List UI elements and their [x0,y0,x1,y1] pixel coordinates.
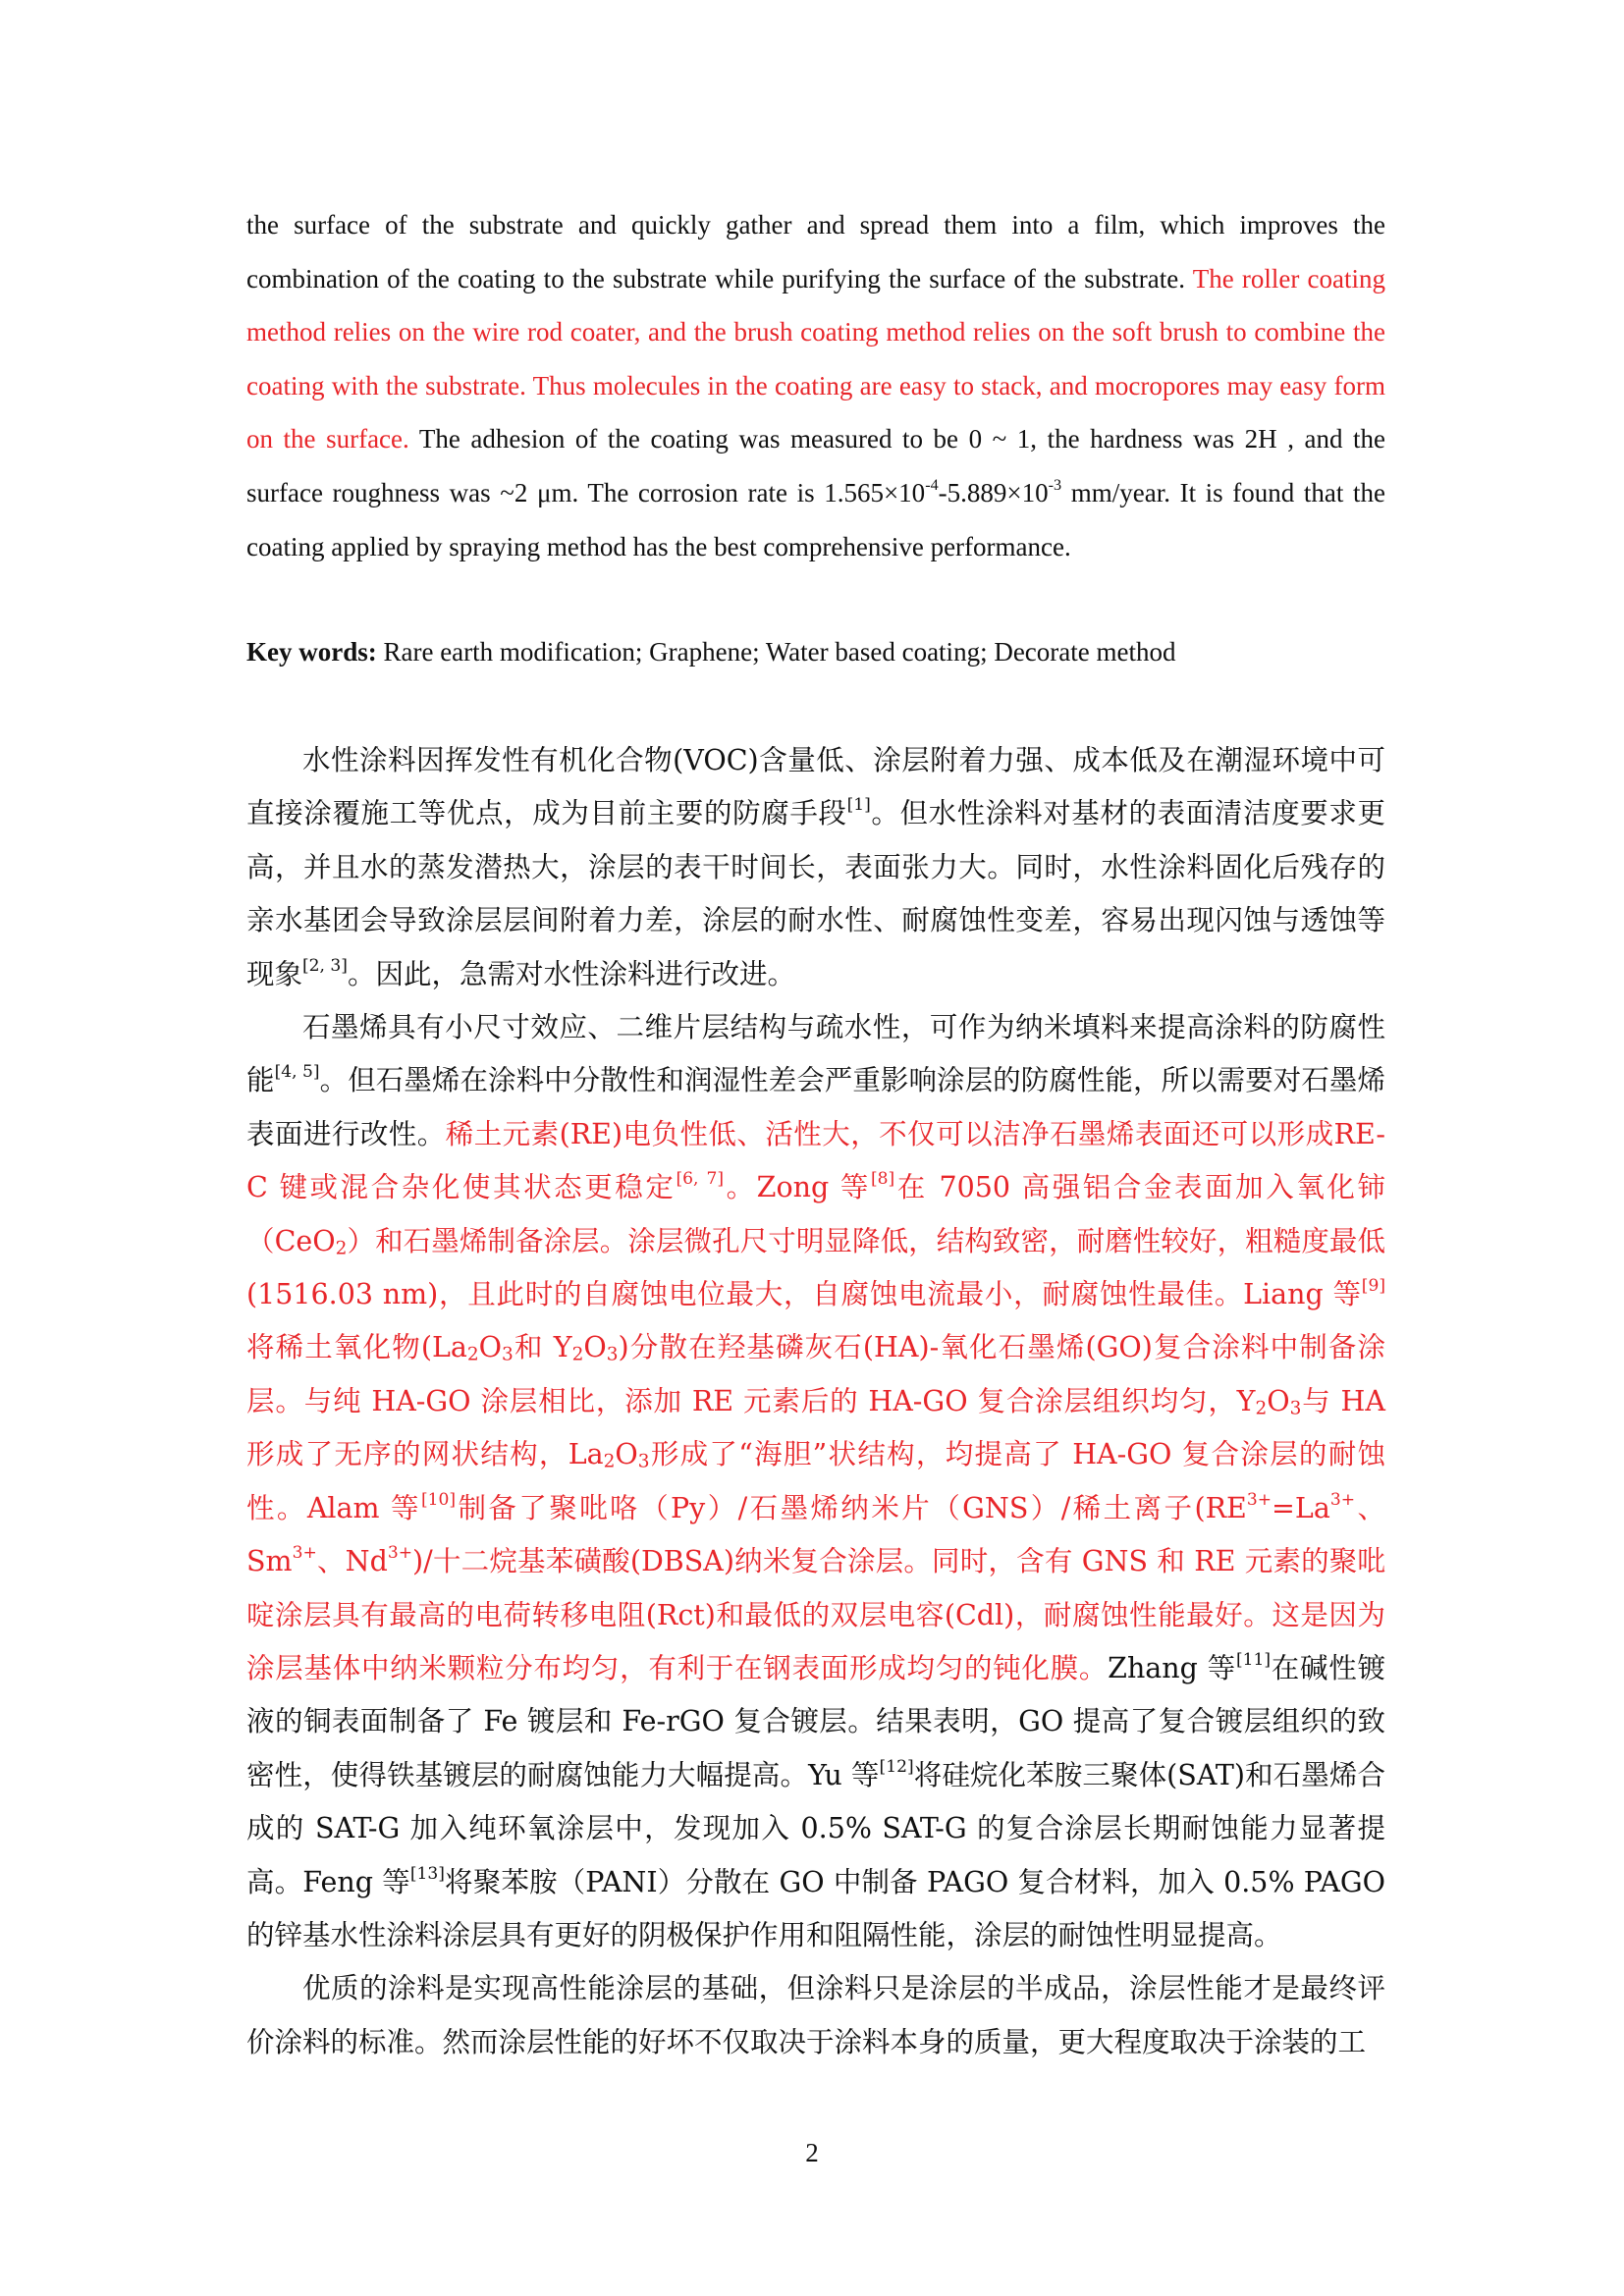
subscript: 2 [335,1238,348,1259]
text-run: 将聚苯胺（PANI）分散在 GO 中制备 PAGO 复合材料，加入 0.5% PAGO 的锌基水性涂料涂层具有更好的阴极保护作用和阻隔性能，涂层的耐蚀性明显提高。 [246,1865,1385,1951]
exponent: -4 [925,475,939,494]
citation: [4, 5] [274,1062,320,1083]
text-run: 稀土元素(RE)电负性低、活性大，不仅可以洁净石墨烯表面还可以形成RE-C 键或混合杂化使其状态更稳定 [246,1117,1385,1204]
subscript: 3 [1289,1398,1302,1419]
superscript: 3+ [1246,1489,1272,1510]
subscript: 2 [571,1345,584,1366]
keywords-text: Rare earth modification; Graphene; Water based coating; Decorate method [376,637,1176,667]
text-run: O [583,1331,607,1364]
citation: [8] [870,1169,895,1190]
text-run: )/十二烷基苯磺酸(DBSA)纳米复合涂层。同时，含有 GNS 和 RE 元素的聚吡啶涂层具有最高的电荷转移电阻(Rct)和最低的双层电容(Cdl)，耐腐蚀性能最好。这是因为涂层基体中纳米颗粒分布均匀，有利于在钢表面形成均匀的钝化膜。 [246,1545,1385,1684]
abstract-sentence-1: the surface of the substrate and quickly gather and spread them into a film, which improves the combination of the coating to the substrate while purifying the surface of the substrate. [246,210,1385,294]
text-run: 、Sm [246,1491,1385,1578]
text-run: )分散在羟基磷灰石(HA)-氧化石墨烯(GO)复合涂料中制备涂层。与纯 HA-GO 涂层相比，添加 RE 元素后的 HA-GO 复合涂层组织均匀，Y [246,1331,1386,1417]
text-run: 与 HA 形成了无序的网状结构，La [246,1384,1385,1471]
subscript: 2 [1255,1398,1268,1419]
text-run: 优质的涂料是实现高性能涂层的基础，但涂料只是涂层的半成品，涂层性能才是最终评价涂料的标准。然而涂层性能的好坏不仅取决于涂料本身的质量，更大程度取决于涂装的工 [246,1972,1385,2058]
citation: [9] [1361,1276,1385,1297]
abstract-sentence-3-mid: -5.889×10 [938,477,1049,507]
citation: [11] [1235,1650,1272,1671]
subscript: 3 [502,1345,514,1366]
text-run: ）和石墨烯制备涂层。涂层微孔尺寸明显降低，结构致密，耐磨性较好，粗糙度最低(1516.03 nm)，且此时的自腐蚀电位最大，自腐蚀电流最小，耐腐蚀性最佳。Liang 等 [246,1224,1385,1311]
text-run: 将稀土氧化物(La [246,1331,467,1364]
citation: [10] [420,1489,457,1510]
text-run: 在 7050 高强铝合金表面加入氧化铈（CeO [246,1171,1385,1257]
text-run: 。Zong 等 [724,1171,871,1204]
superscript: 3+ [292,1543,317,1564]
text-run: Zhang 等 [1108,1651,1236,1684]
text-run: 将硅烷化苯胺三聚体(SAT)和石墨烯合成的 SAT-G 加入纯环氧涂层中，发现加入 0.5% SAT-G 的复合涂层长期耐蚀能力显著提高。Feng 等 [246,1758,1385,1898]
chinese-body [246,734,1385,2069]
subscript: 3 [606,1345,619,1366]
text-run: 水性涂料因挥发性有机化合物(VOC)含量低、涂层附着力强、成本低及在潮湿环境中可直接涂覆施工等优点，成为目前主要的防腐手段 [246,744,1385,830]
citation: [13] [409,1863,445,1884]
english-abstract [246,198,1385,573]
abstract-sentence-3-end: mm/year. It is found that the coating applied by spraying method has the best comprehensive performance. [246,477,1385,561]
text-run: O [478,1331,503,1364]
abstract-sentence-3: The adhesion of the coating was measured to be 0 ~ 1, the hardness was 2H , and the surface roughness was ~2 μm. The corrosion rate is 1.565×10 [246,424,1385,507]
text-run: =La [1272,1491,1330,1524]
highlighted-revision [246,1118,1385,1684]
text-run: 。因此，急需对水性涂料进行改进。 [347,957,795,990]
text-run: 在碱性镀液的铜表面制备了 Fe 镀层和 Fe-rGO 复合镀层。结果表明，GO 提高了复合镀层组织的致密性，使得铁基镀层的耐腐蚀能力大幅提高。Yu 等 [246,1651,1385,1791]
citation: [6, 7] [676,1169,725,1190]
paragraph-2 [246,1001,1385,1962]
text-run: O [615,1438,638,1471]
paragraph-1 [246,734,1385,1001]
subscript: 3 [637,1451,650,1472]
text-run: 。但石墨烯在涂料中分散性和润湿性差会严重影响涂层的防腐性能，所以需要对石墨烯表面进行改性。 [246,1064,1385,1150]
keywords-label: Key words: [246,637,377,667]
keywords-line [246,626,1385,677]
text-run: 形成了“海胆”状结构，均提高了 HA-GO 复合涂层的耐蚀性。Alam 等 [246,1438,1385,1524]
paragraph-3 [246,1962,1385,2069]
text-run: O [1267,1384,1290,1417]
abstract-highlighted-sentence: The roller coating method relies on the wire rod coater, and the brush coating method relies on the soft brush to combine the coating with the substrate. Thus molecules in the coating are easy to stack, and mocropores may easy form on the surface. [246,263,1386,454]
text-run: 、Nd [316,1545,388,1578]
citation: [2, 3] [302,955,348,976]
text-run: 和 Y [513,1331,572,1364]
exponent: -3 [1048,475,1062,494]
citation: [1] [846,795,871,816]
superscript: 3+ [387,1543,413,1564]
superscript: 3+ [1329,1489,1356,1510]
text-run: 。但水性涂料对基材的表面清洁度要求更高，并且水的蒸发潜热大，涂层的表干时间长，表面张力大。同时，水性涂料固化后残存的亲水基团会导致涂层层间附着力差，涂层的耐水性、耐腐蚀性变差，容易出现闪蚀与透蚀等现象 [246,797,1385,990]
subscript: 2 [603,1451,616,1472]
text-run: 制备了聚吡咯（Py）/石墨烯纳米片（GNS）/稀土离子(RE [456,1491,1247,1524]
page-number: 2 [805,2138,819,2167]
subscript: 2 [466,1345,479,1366]
text-run: 石墨烯具有小尺寸效应、二维片层结构与疏水性，可作为纳米填料来提高涂料的防腐性能 [246,1011,1385,1097]
citation: [12] [879,1756,914,1777]
